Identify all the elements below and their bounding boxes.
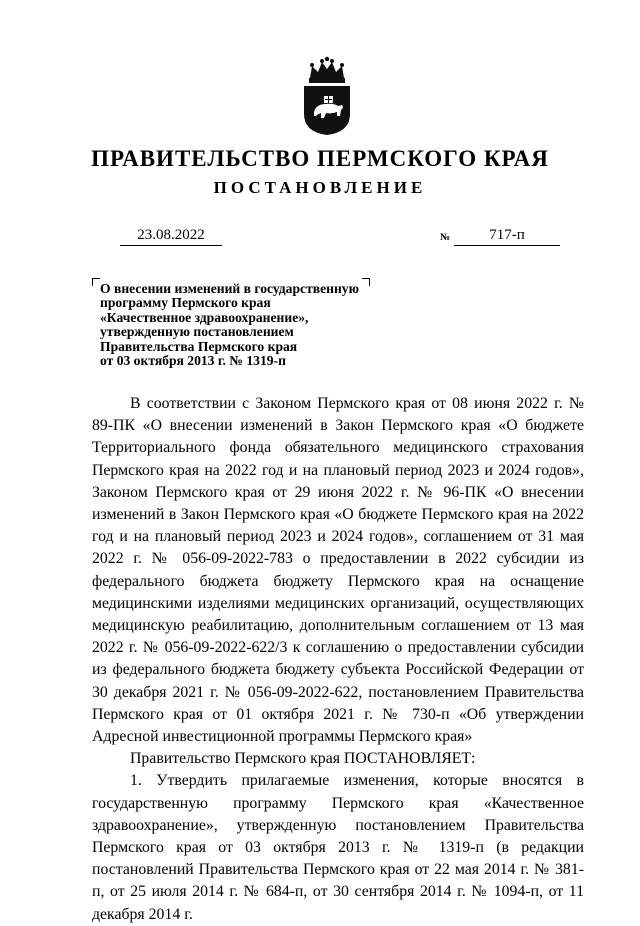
- body-paragraph-preamble: В соответствии с Законом Пермского края от 08 июня 2022 г. № 89-ПК «О внесении изменений в Закон Пермского края «О бюджете Территориального фонда обязательного медицинского страхования Пермского края на 2022 год и на плановый период 2023 и 2024 годов», Законом Пермского края от 29 июня 2022 г. № 96-ПК «О внесении изменений в Закон Пермского края «О бюджете Пермского края на 2022 год и на плановый период 2023 и 2024 годов», соглашением от 31 мая 2022 г. № 056-09-2022-783 о предоставлении в 2022 субсидии из федерального бюджета бюджету Пермского края на оснащение медицинскими изделиями медицинских организаций, осуществляющих медицинскую реабилитацию, дополнительным соглашением от 13 мая 2022 г. № 056-09-2022-622/3 к соглашению о предоставлении субсидии из федерального бюджета бюджету субъекта Российской Федерации от 30 декабря 2021 г. № 056-09-2022-622, постановлением Правительства Пермского края от 01 октября 2021 г. № 730-п «Об утверждении Адресной инвестиционной программы Пермского края»: [92, 395, 584, 746]
- title-corner-left: [92, 278, 100, 286]
- body-paragraph-item-1: 1. Утвердить прилагаемые изменения, которые вносятся в государственную программу Пермского края «Качественное здравоохранение», утвержденную постановлением Правительства Пермского края от 03 октября 2013 г. № 1319-п (в редакции постановлений Правительства Пермского края от 22 мая 2014 г. № 381-п, от 25 июля 2014 г. № 684-п, от 30 сентября 2014 г. № 1094-п, от 11 декабря 2014 г.: [92, 772, 584, 923]
- coat-of-arms-icon: [298, 56, 356, 136]
- organization-name: ПРАВИТЕЛЬСТВО ПЕРМСКОГО КРАЯ: [91, 146, 549, 171]
- title-line: от 03 октября 2013 г. № 1319-п: [100, 353, 286, 369]
- title-line: Правительства Пермского края: [100, 338, 298, 354]
- document-type: ПОСТАНОВЛЕНИЕ: [213, 178, 427, 197]
- title-line: О внесении изменений в государственную: [100, 281, 359, 296]
- document-title: [100, 282, 400, 368]
- document-number: 717-п: [454, 226, 560, 246]
- document-date: 23.08.2022: [120, 226, 222, 246]
- title-line: «Качественное здравоохранение»,: [100, 309, 309, 325]
- title-line: утвержденную постановлением: [100, 324, 294, 340]
- document-body: [92, 393, 584, 926]
- title-line: программу Пермского края: [100, 295, 271, 311]
- body-paragraph-decree: Правительство Пермского края ПОСТАНОВЛЯЕТ:: [130, 750, 476, 768]
- number-label: №: [440, 232, 451, 243]
